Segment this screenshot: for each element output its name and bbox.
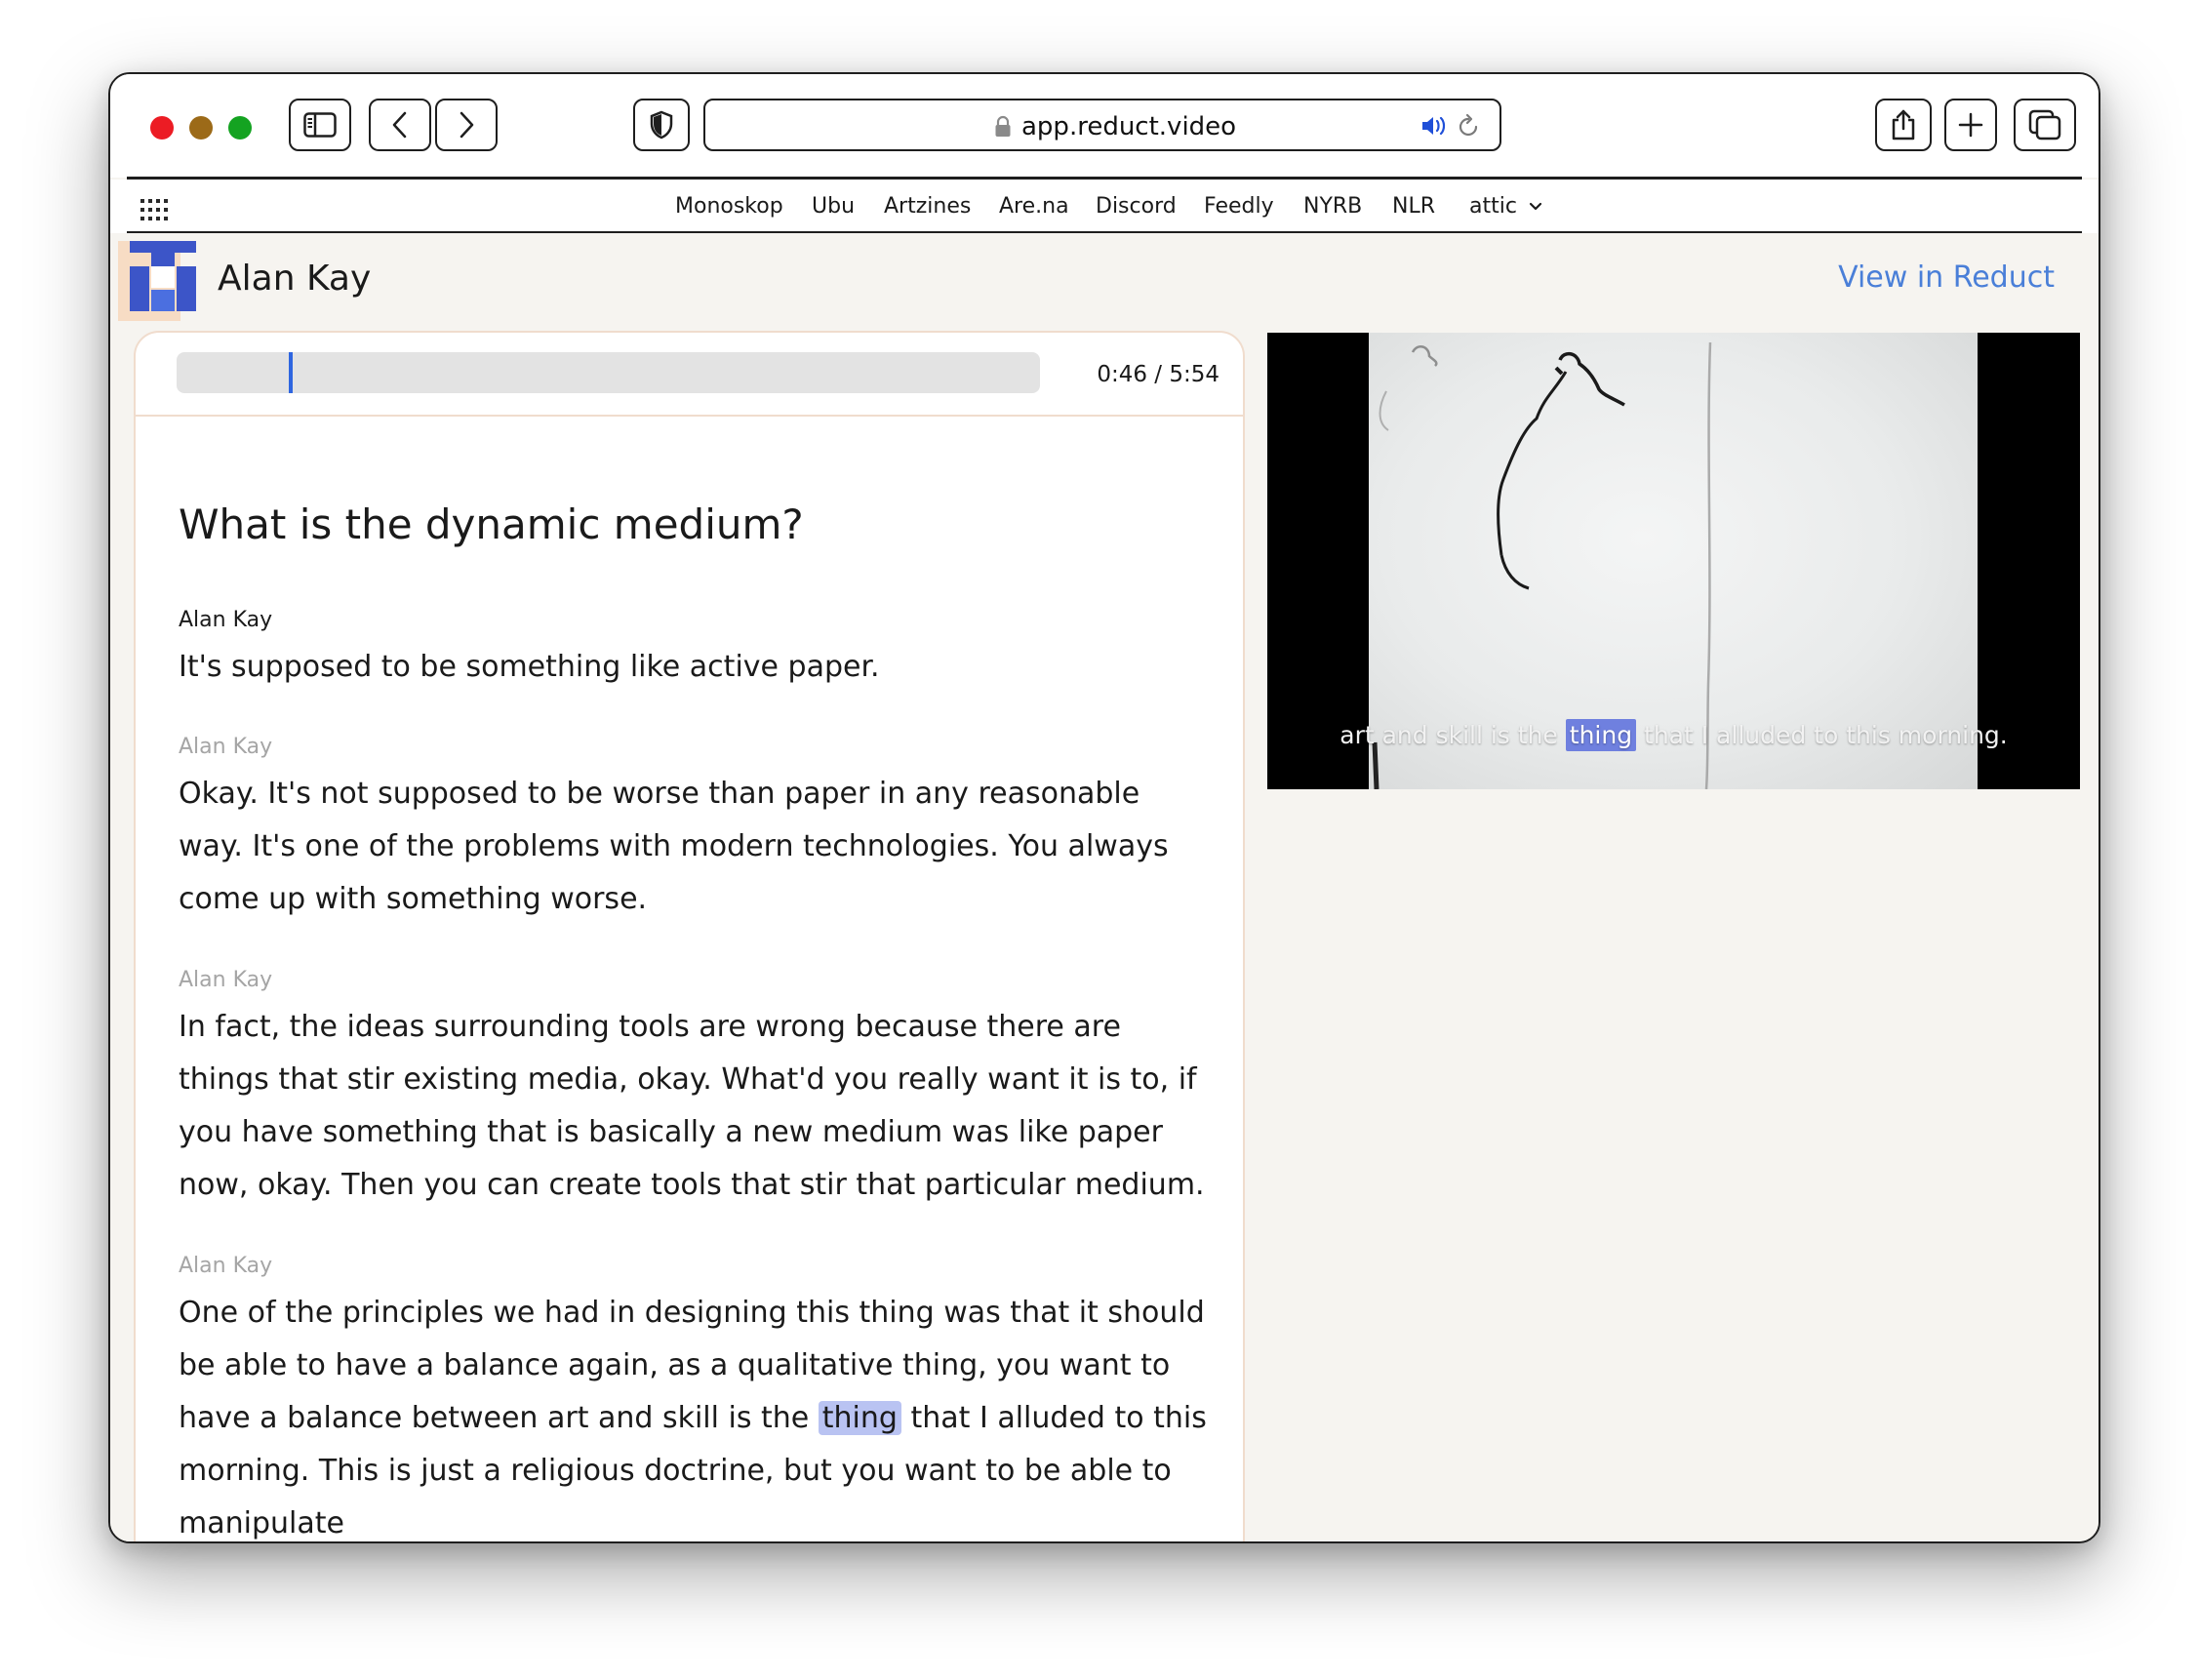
- caption-text: that I alluded to this morning.: [1636, 721, 2008, 749]
- bookmark-nyrb[interactable]: NYRB: [1303, 194, 1363, 219]
- transcript-paragraph[interactable]: It's supposed to be something like active paper.: [179, 650, 880, 684]
- close-window-button[interactable]: [150, 116, 174, 140]
- zoom-window-button[interactable]: [228, 116, 252, 140]
- bookmark-artzines[interactable]: Artzines: [884, 194, 972, 219]
- playback-time: 0:46 / 5:54: [1097, 362, 1219, 387]
- player-controls: [136, 333, 1243, 417]
- bookmark-feedly[interactable]: Feedly: [1204, 194, 1274, 219]
- transcript-text: One of the principles we had in designing this thing was that it should be able to have a balance again, as a qualitative thing, you want to have a balance between art and skill is the: [179, 1296, 1205, 1435]
- address-bar[interactable]: [703, 99, 1501, 151]
- view-in-reduct-link[interactable]: View in Reduct: [1838, 260, 2055, 295]
- browser-toolbar: [110, 74, 2099, 178]
- new-tab-button[interactable]: [1944, 99, 1997, 151]
- bookmark-nlr[interactable]: NLR: [1392, 194, 1435, 219]
- chevron-left-icon: [390, 110, 410, 140]
- page-content: [110, 233, 2099, 1541]
- privacy-shield-button[interactable]: [633, 99, 690, 151]
- transcript-text: that I alluded to this morning. This is just a religious doctrine, but you want to be able to manipulate: [179, 1401, 1207, 1540]
- transcript-paragraph[interactable]: In fact, the ideas surrounding tools are wrong because there are things that stir existing media, okay. What'd you really want it is to, if you have something that is basically a new medium was like paper now, okay. Then you can create tools that stir that particular medium.: [179, 1010, 1205, 1202]
- lock-icon: [994, 115, 1012, 139]
- plus-icon: [1957, 111, 1984, 139]
- chevron-right-icon: [457, 110, 476, 140]
- chevron-down-icon: [1528, 201, 1543, 213]
- sidebar-toggle-button[interactable]: [289, 99, 351, 151]
- reduct-logo: [118, 241, 196, 321]
- shield-icon: [649, 110, 674, 140]
- share-icon: [1890, 108, 1917, 141]
- bookmark-folder-attic[interactable]: [1469, 194, 1543, 219]
- share-button[interactable]: [1875, 99, 1932, 151]
- transcript-paragraph[interactable]: Okay. It's not supposed to be worse than paper in any reasonable way. It's one of the problems with modern technologies. You always come up with something worse.: [179, 777, 1169, 916]
- bookmark-ubu[interactable]: Ubu: [812, 194, 856, 219]
- apps-grid-icon[interactable]: [140, 199, 168, 220]
- transcript-heading: What is the dynamic medium?: [179, 500, 804, 548]
- playhead[interactable]: [289, 352, 293, 393]
- sidebar-icon: [303, 112, 337, 138]
- speaker-label: Alan Kay: [179, 1254, 273, 1278]
- bookmark-arena[interactable]: Are.na: [999, 194, 1069, 219]
- video-player[interactable]: [1267, 333, 2080, 789]
- caption-text: art and skill is the: [1339, 721, 1566, 749]
- current-word-highlight[interactable]: thing: [819, 1401, 901, 1435]
- caption-highlight: thing: [1566, 719, 1636, 751]
- url-text: app.reduct.video: [1021, 112, 1237, 141]
- speaker-icon[interactable]: [1420, 113, 1450, 139]
- bookmark-monoskop[interactable]: Monoskop: [675, 194, 783, 219]
- bookmark-folder-label: attic: [1469, 194, 1517, 219]
- tabs-icon: [2028, 109, 2061, 140]
- reload-icon[interactable]: [1455, 113, 1482, 140]
- transcript-panel: [134, 331, 1245, 1543]
- speaker-label: Alan Kay: [179, 608, 273, 632]
- video-caption: [1267, 721, 2080, 749]
- speaker-label: Alan Kay: [179, 968, 273, 992]
- speaker-label: Alan Kay: [179, 735, 273, 759]
- forward-button[interactable]: [435, 99, 498, 151]
- back-button[interactable]: [369, 99, 431, 151]
- bookmark-discord[interactable]: Discord: [1096, 194, 1177, 219]
- page-title: Alan Kay: [218, 259, 372, 299]
- browser-window: [108, 72, 2100, 1543]
- minimize-window-button[interactable]: [189, 116, 213, 140]
- tab-overview-button[interactable]: [2014, 99, 2076, 151]
- transcript-paragraph-current[interactable]: [179, 1287, 1213, 1543]
- progress-bar[interactable]: [177, 352, 1040, 393]
